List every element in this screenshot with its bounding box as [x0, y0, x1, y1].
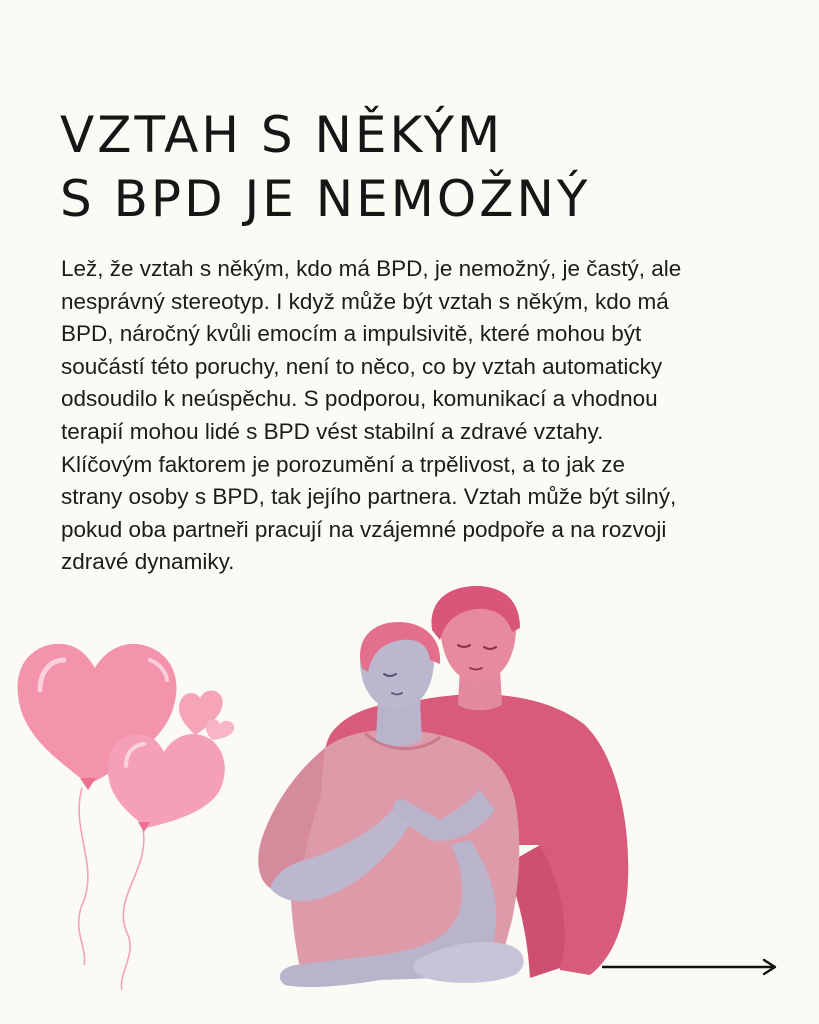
body-line: odsoudilo k neúspěchu. S podporou, komunikací a vhodnou — [61, 386, 658, 412]
body-line: terapií mohou lidé s BPD vést stabilní a zdravé vztahy. — [61, 418, 604, 444]
body-line: zdravé dynamiky. — [61, 549, 235, 575]
body-line: BPD, náročný kvůli emocím a impulsivitě, které mohou být — [61, 321, 642, 347]
body-line: Klíčovým faktorem je porozumění a trpělivost, a to jak ze — [61, 451, 625, 477]
body-line: Lež, že vztah s někým, kdo má BPD, je nemožný, je častý, ale — [61, 256, 682, 281]
arrow-right-icon[interactable] — [600, 955, 780, 981]
slide-title — [60, 103, 590, 231]
body-line: součástí této poruchy, není to něco, co by vztah automaticky — [61, 353, 663, 379]
body-line: strany osoby s BPD, tak jejího partnera. Vztah může být silný, — [61, 484, 677, 510]
title-line: VZTAH S NĚKÝM — [60, 106, 504, 164]
title-line: S BPD JE NEMOŽNÝ — [60, 170, 591, 228]
body-line: nesprávný stereotyp. I když může být vztah s někým, kdo má — [61, 288, 669, 314]
heart-balloons-icon — [18, 644, 235, 990]
body-line: pokud oba partneři pracují na vzájemné podpoře a na rozvoji — [61, 516, 667, 542]
body-paragraph — [61, 253, 761, 579]
